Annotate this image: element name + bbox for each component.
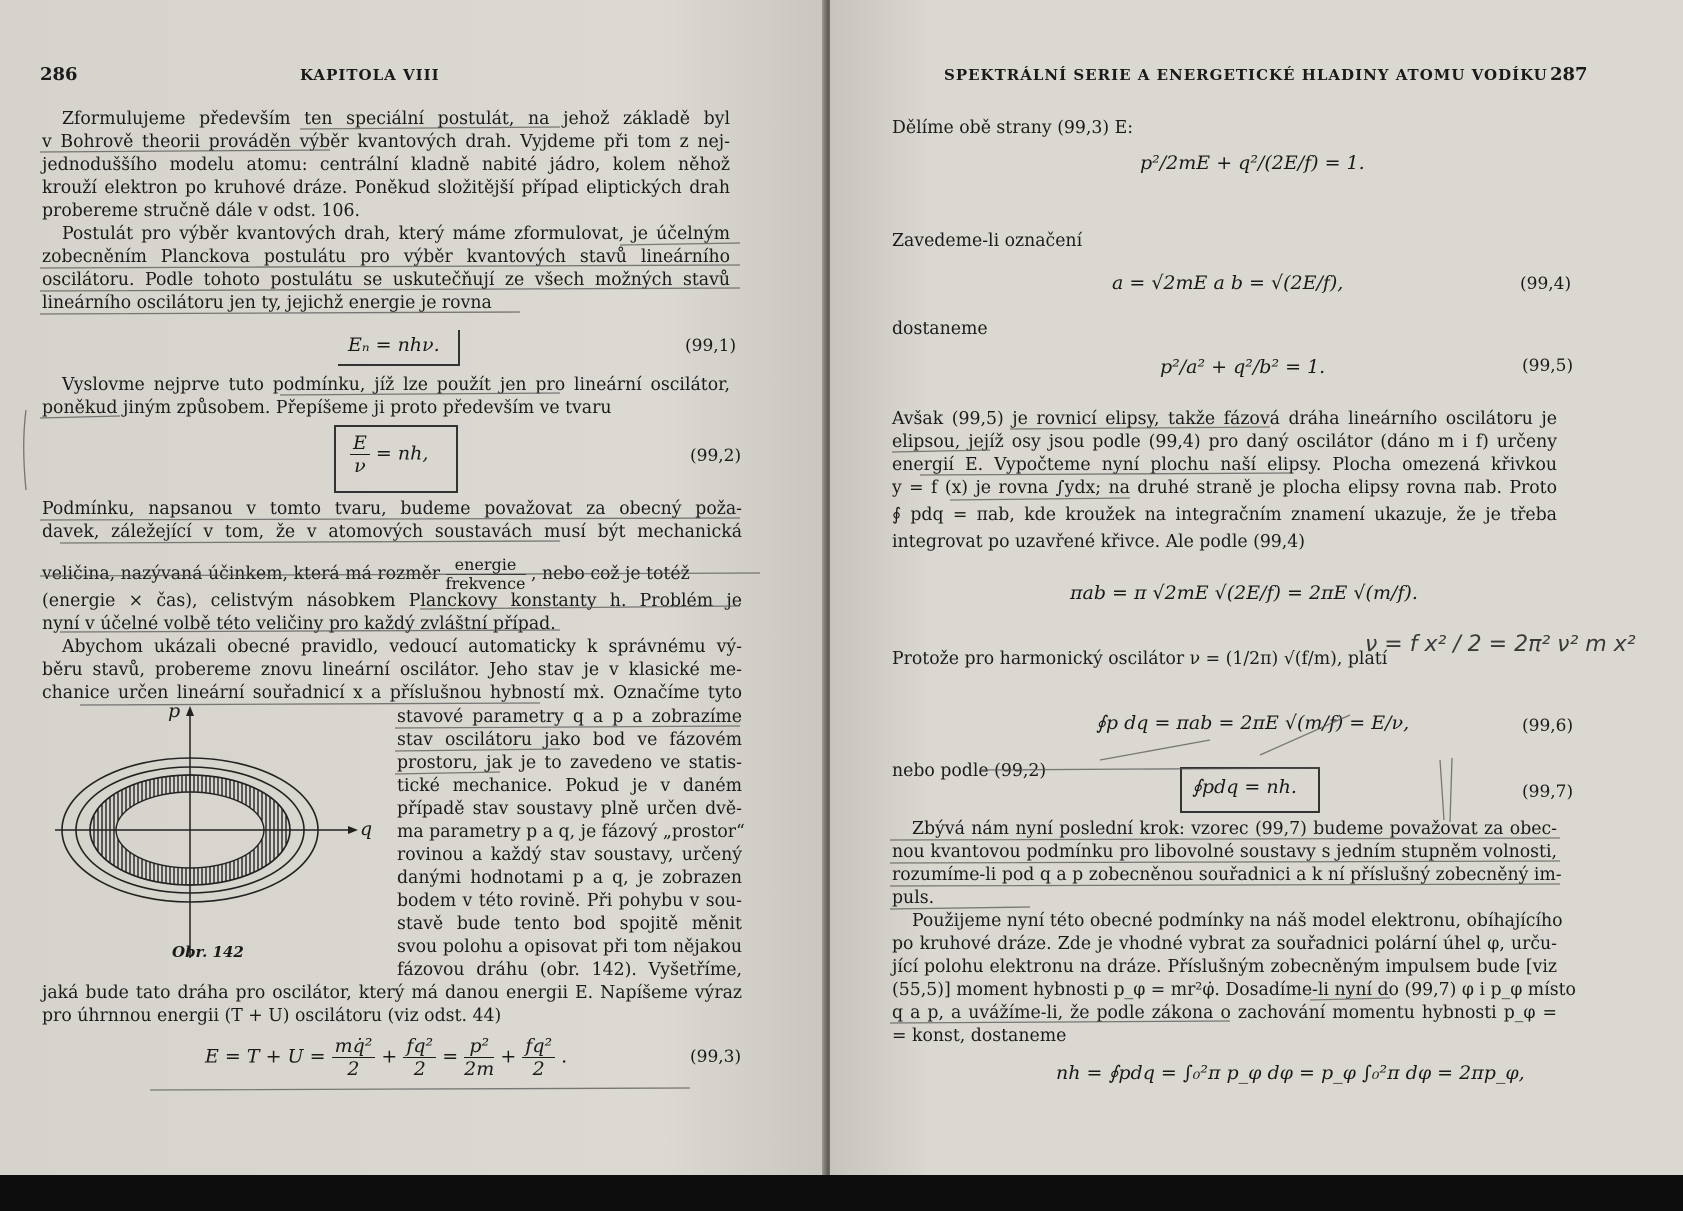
text-line: lineárního oscilátoru jen ty, jejichž energie je rovna — [42, 293, 492, 313]
equation-number: (99,4) — [1520, 274, 1572, 294]
text-line: y = f (x) je rovna ∫ydx; na druhé straně je plocha elipsy rovna πab. Proto — [892, 478, 1557, 498]
text-line: jaká bude tato dráha pro oscilátor, který má danou energii E. Napíšeme výraz — [42, 983, 742, 1003]
right-page — [830, 0, 1683, 1175]
text-line: probereme stručně dále v odst. 106. — [42, 201, 360, 221]
text-line: elipsou, jejíž osy jsou podle (99,4) pro daný oscilátor (dáno m i f) určeny — [892, 432, 1557, 452]
handwritten-margin-note: ν = f x² / 2 = 2π² ν² m x² — [1365, 632, 1636, 657]
left-page — [0, 0, 826, 1175]
equation-99-7: ∮pdq = nh. — [1192, 776, 1297, 798]
figure-caption: Obr. 142 — [172, 943, 244, 961]
text-line: běru stavů, probereme znovu lineární oscilátor. Jeho stav je v klasické me- — [42, 660, 742, 680]
equation-number: (99,6) — [1522, 716, 1574, 736]
text-line: davek, záležející v tom, že v atomových soustavách musí být mechanická — [42, 522, 742, 542]
text-line: ma parametry p a q, je fázový „prostor“ — [397, 822, 745, 842]
text-line: puls. — [892, 888, 935, 908]
equation-pi-a-b: πab = π √2mE √(2E/f) = 2πE √(m/f). — [1070, 582, 1418, 604]
equation-99-2: $\frac{E}{\nu}$ = nh, — [350, 432, 428, 477]
pencil-underlines — [0, 0, 826, 1175]
text-line: nou kvantovou podmínku pro libovolné soustavy s jedním stupněm volnosti, — [892, 842, 1557, 862]
page-number-right: 287 — [1550, 64, 1588, 85]
equation-99-1: Eₙ = nhν. — [348, 334, 440, 356]
text-line: tické mechanice. Pokud je v daném — [397, 776, 742, 796]
text-line: stavové parametry q a p a zobrazíme — [397, 707, 742, 727]
text-line: Postulát pro výběr kvantových drah, který máme zformulovat, je účelným — [62, 224, 730, 244]
page-number-left: 286 — [40, 64, 78, 85]
equation-number: (99,7) — [1522, 782, 1574, 802]
equation-99-5: p²/a² + q²/b² = 1. — [1160, 356, 1326, 378]
text-line: Vyslovme nejprve tuto podmínku, jíž lze použít jen pro lineární oscilátor, — [62, 375, 730, 395]
text-line: zobecněním Planckova postulátu pro výběr kvantových stavů lineárního — [42, 247, 730, 267]
text-line: (energie × čas), celistvým násobkem Planckovy konstanty h. Problém je — [42, 591, 742, 611]
text-line: jednoduššího modelu atomu: centrální kladně nabité jádro, kolem něhož — [42, 155, 730, 175]
text-line: Podmínku, napsanou v tomto tvaru, budeme považovat za obecný poža- — [42, 499, 742, 519]
text-line: v Bohrově theorii prováděn výběr kvantových drah. Vyjdeme při tom z nej- — [42, 132, 730, 152]
equation-number: (99,5) — [1522, 356, 1574, 376]
scanner-bottom-band — [0, 1175, 1683, 1211]
equation-number: (99,1) — [685, 336, 737, 356]
text-line: po kruhové dráze. Zde je vhodné vybrat za souřadnici polární úhel φ, urču- — [892, 934, 1557, 954]
text-line: Abychom ukázali obecné pravidlo, vedoucí automaticky k správnému vý- — [62, 637, 742, 657]
pencil-underlines — [830, 0, 1683, 1175]
text-line: rozumíme-li pod q a p zobecněnou souřadnici a k ní příslušný zobecněný im- — [892, 865, 1562, 885]
equation-number: (99,2) — [690, 446, 742, 466]
text-line: nyní v účelné volbě této veličiny pro každý zvláštní případ. — [42, 614, 556, 634]
equation-99-6: ∮p dq = πab = 2πE √(m/f) = E/ν, — [1096, 712, 1410, 734]
equation-number: (99,3) — [690, 1047, 742, 1067]
text-line: svou polohu a opisovat při tom nějakou — [397, 937, 742, 957]
text-line: = konst, dostaneme — [892, 1026, 1067, 1046]
text-line: integrovat po uzavřené křivce. Ale podle (99,4) — [892, 532, 1306, 552]
text-line: q a p, a uvážíme-li, že podle zákona o zachování momentu hybnosti p_φ = — [892, 1003, 1557, 1023]
text-line: Protože pro harmonický oscilátor ν = (1/2π) √(f/m), platí — [892, 649, 1388, 669]
text-line: krouží elektron po kruhové dráze. Poněkud složitější případ eliptických drah — [42, 178, 730, 198]
text-line: fázovou dráhu (obr. 142). Vyšetříme, — [397, 960, 742, 980]
text-line: Použijeme nyní této obecné podmínky na náš model elektronu, obíhajícího — [912, 911, 1563, 931]
text-line: pro úhrnnou energii (T + U) oscilátoru (viz odst. 44) — [42, 1006, 502, 1026]
text-line: bodem v této rovině. Při pohybu v sou- — [397, 891, 742, 911]
running-head-right: SPEKTRÁLNÍ SERIE A ENERGETICKÉ HLADINY ATOMU VODÍKU — [944, 66, 1548, 84]
equation-99-3: E = T + U = $\frac{\text{mq̇²}}{2}$ + $\frac{\text{fq²}}{2}$ = $\frac{\text{p²}}{2m}$ + $\frac{\text{fq²}}{2}$ . — [205, 1035, 568, 1080]
text-line: stavě bude tento bod spojitě měnit — [397, 914, 742, 934]
running-head-left: KAPITOLA VIII — [300, 66, 440, 84]
text-line: rovinou a každý stav soustavy, určený — [397, 845, 742, 865]
text-line: stav oscilátoru jako bod ve fázovém — [397, 730, 742, 750]
text-line: energií E. Vypočteme nyní plochu naší elipsy. Plocha omezená křivkou — [892, 455, 1557, 475]
text-line: Zbývá nám nyní poslední krok: vzorec (99,7) budeme považovat za obec- — [912, 819, 1557, 839]
text-line: veličina, nazývaná účinkem, která má rozměr $\frac{\text{energie}}{\text{frekvence}}$ , nebo což je totéž — [42, 555, 690, 593]
text-line: danými hodnotami p a q, je zobrazen — [397, 868, 742, 888]
axis-label-p: p — [168, 700, 181, 722]
equation-99-4: a = √2mE a b = √(2E/f), — [1112, 272, 1344, 294]
text-line: dostaneme — [892, 319, 988, 339]
equation-divided: p²/2mE + q²/(2E/f) = 1. — [1140, 152, 1365, 174]
text-line: Avšak (99,5) je rovnicí elipsy, takže fázová dráha lineárního oscilátoru je — [892, 409, 1557, 429]
text-line: (55,5)] moment hybnosti p_φ = mr²φ̇. Dosadíme-li nyní do (99,7) φ i p_φ místo — [892, 980, 1576, 1000]
text-line: poněkud jiným způsobem. Přepíšeme ji proto především ve tvaru — [42, 398, 612, 418]
text-line: ∮ pdq = πab, kde kroužek na integračním znamení ukazuje, že je třeba — [892, 505, 1557, 525]
text-line: jící polohu elektronu na dráze. Příslušným zobecněným impulsem bude [viz — [892, 957, 1557, 977]
equation-final: nh = ∮pdq = ∫₀²π p_φ dφ = p_φ ∫₀²π dφ = 2πp_φ, — [1056, 1062, 1525, 1084]
text-line: chanice určen lineární souřadnicí x a příslušnou hybností mẋ. Označíme tyto — [42, 683, 742, 703]
text-line: případě stav soustavy plně určen dvě- — [397, 799, 742, 819]
text-line: Zformulujeme především ten speciální postulát, na jehož základě byl — [62, 109, 730, 129]
axis-label-q: q — [360, 818, 373, 840]
text-line: Zavedeme-li označení — [892, 231, 1083, 251]
text-line: Dělíme obě strany (99,3) E: — [892, 118, 1134, 138]
text-line: prostoru, jak je to zavedeno ve statis- — [397, 753, 742, 773]
text-line: oscilátoru. Podle tohoto postulátu se uskutečňují ze všech možných stavů — [42, 270, 730, 290]
text-line: nebo podle (99,2) — [892, 761, 1047, 781]
